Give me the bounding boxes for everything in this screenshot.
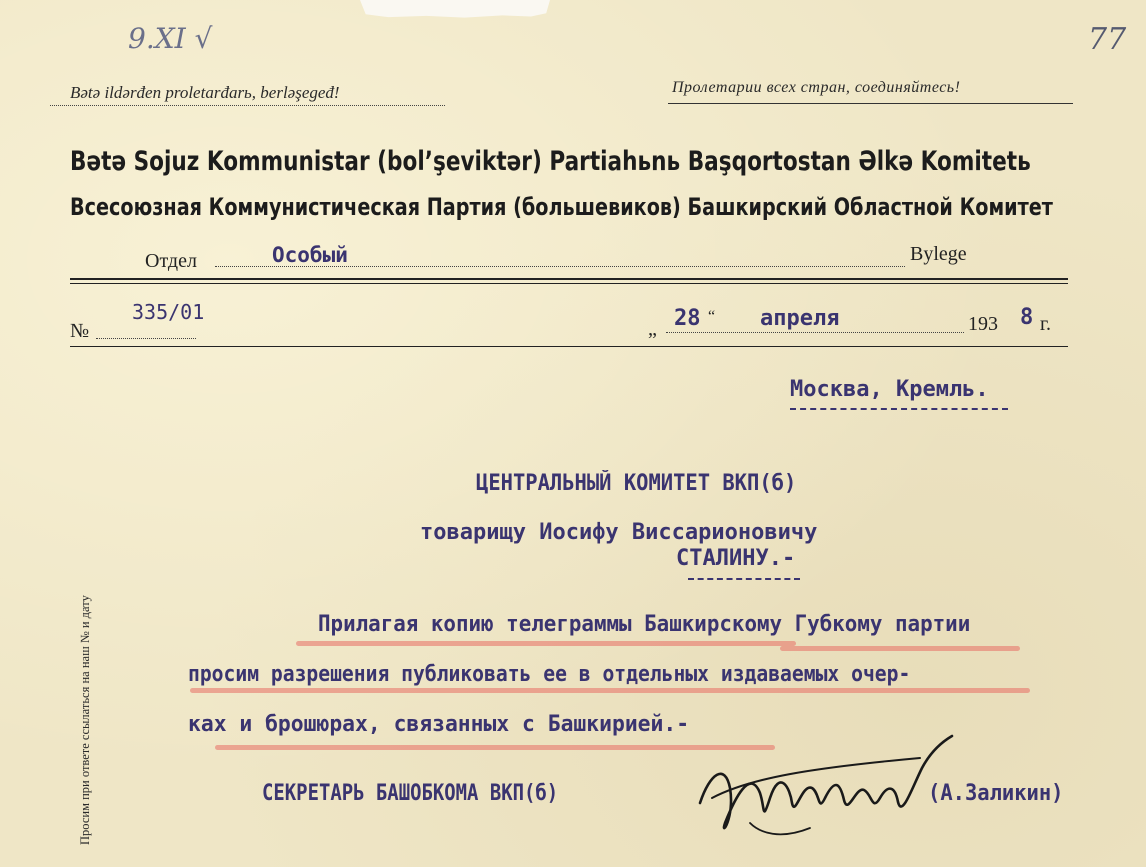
body-line3: ках и брошюрах, связанных с Башкирией.- [188,712,690,737]
location: Москва, Кремль. [790,377,989,402]
header-rule-top [70,278,1068,280]
letterhead-bashkir: Bətə Sojuz Kommunistar (bolʼşeviktər) Partiahьnь Başqortostan Əlkə Komitetь [70,146,1031,177]
recipient-line1: товарищу Иосифу Виссарионовичу [420,520,818,545]
date-quote-open: „ [648,318,657,340]
header-rule-bottom [70,283,1068,284]
side-note: Просим при ответе ссылаться на наш № и дату [78,595,92,845]
number-dotline [96,338,196,339]
body-line2: просим разрешения публиковать ее в отдельных издаваемых очер- [188,662,911,687]
body-line1: Прилагая копию телеграммы Башкирскому Губкому партии [318,612,971,637]
reference-number: 335/01 [132,300,205,324]
torn-edge [360,0,550,22]
handwritten-note: 9.XI √ [128,22,213,55]
date-year-digit: 8 [1020,305,1034,330]
department-label-bashkir: Bylege [910,243,967,265]
date-day: 28 [674,306,701,331]
slogan-right-underline [668,103,1073,104]
letterhead-russian: Всесоюзная Коммунистическая Партия (большевиков) Башкирский Областной Комитет [70,193,1053,221]
department-value: Особый [272,243,348,267]
department-label: Отдел [145,250,197,272]
recipient-line2: СТАЛИНУ.- [676,546,796,571]
page-number: 77 [1088,22,1127,57]
date-dotline [666,332,964,333]
signature-name: (А.Заликин) [928,781,1064,806]
date-quote-close: “ [708,308,716,325]
reference-rule [70,346,1068,347]
slogan-left-underline [50,105,445,106]
red-underline-2 [190,688,1030,693]
date-month: апреля [760,306,840,331]
signature-title: СЕКРЕТАРЬ БАШОБКОМА ВКП(б) [262,781,559,806]
slogan-russian: Пролетарии всех стран, соединяйтесь! [672,79,961,96]
slogan-bashkir: Bətə ildərđen proletarđarь, berləşegeđ! [70,83,340,102]
number-label: № [70,320,90,342]
recipient-underline [688,578,800,580]
date-year-prefix: 193 [968,313,998,335]
date-year-suffix: г. [1040,313,1051,335]
recipient-org: ЦЕНТРАЛЬНЫЙ КОМИТЕТ ВКП(б) [476,471,797,496]
red-underline-1 [296,641,796,646]
location-underline [790,408,1008,410]
red-underline-1b [780,646,1020,651]
